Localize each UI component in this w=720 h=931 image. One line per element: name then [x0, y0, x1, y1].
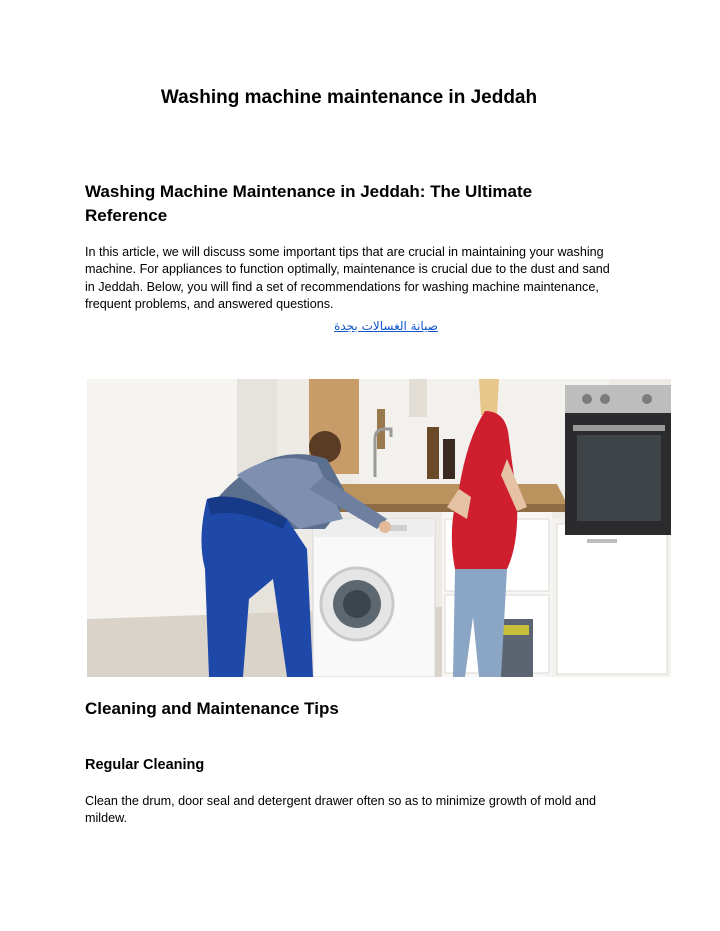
subsection-heading: Regular Cleaning	[85, 757, 205, 773]
technician-repairing-washing-machine-photo	[87, 379, 671, 677]
subsection-paragraph: Clean the drum, door seal and detergent drawer often so as to minimize growth of mold and mildew.	[85, 794, 597, 826]
document-title: Washing machine maintenance in Jeddah	[160, 87, 538, 108]
arabic-service-link[interactable]: صيانة الغسالات بجدة	[334, 319, 438, 333]
main-heading: Washing Machine Maintenance in Jeddah: The Ultimate Reference	[85, 182, 533, 225]
section-heading: Cleaning and Maintenance Tips	[85, 699, 339, 718]
intro-paragraph: In this article, we will discuss some important tips that are crucial in maintaining your washing machine. For appliances to function optimally, maintenance is crucial due to the dust and sand in Jeddah. Below, you will find a set of recommendations for washing machine maintenance, frequent problems, and answered questions.	[85, 245, 610, 312]
